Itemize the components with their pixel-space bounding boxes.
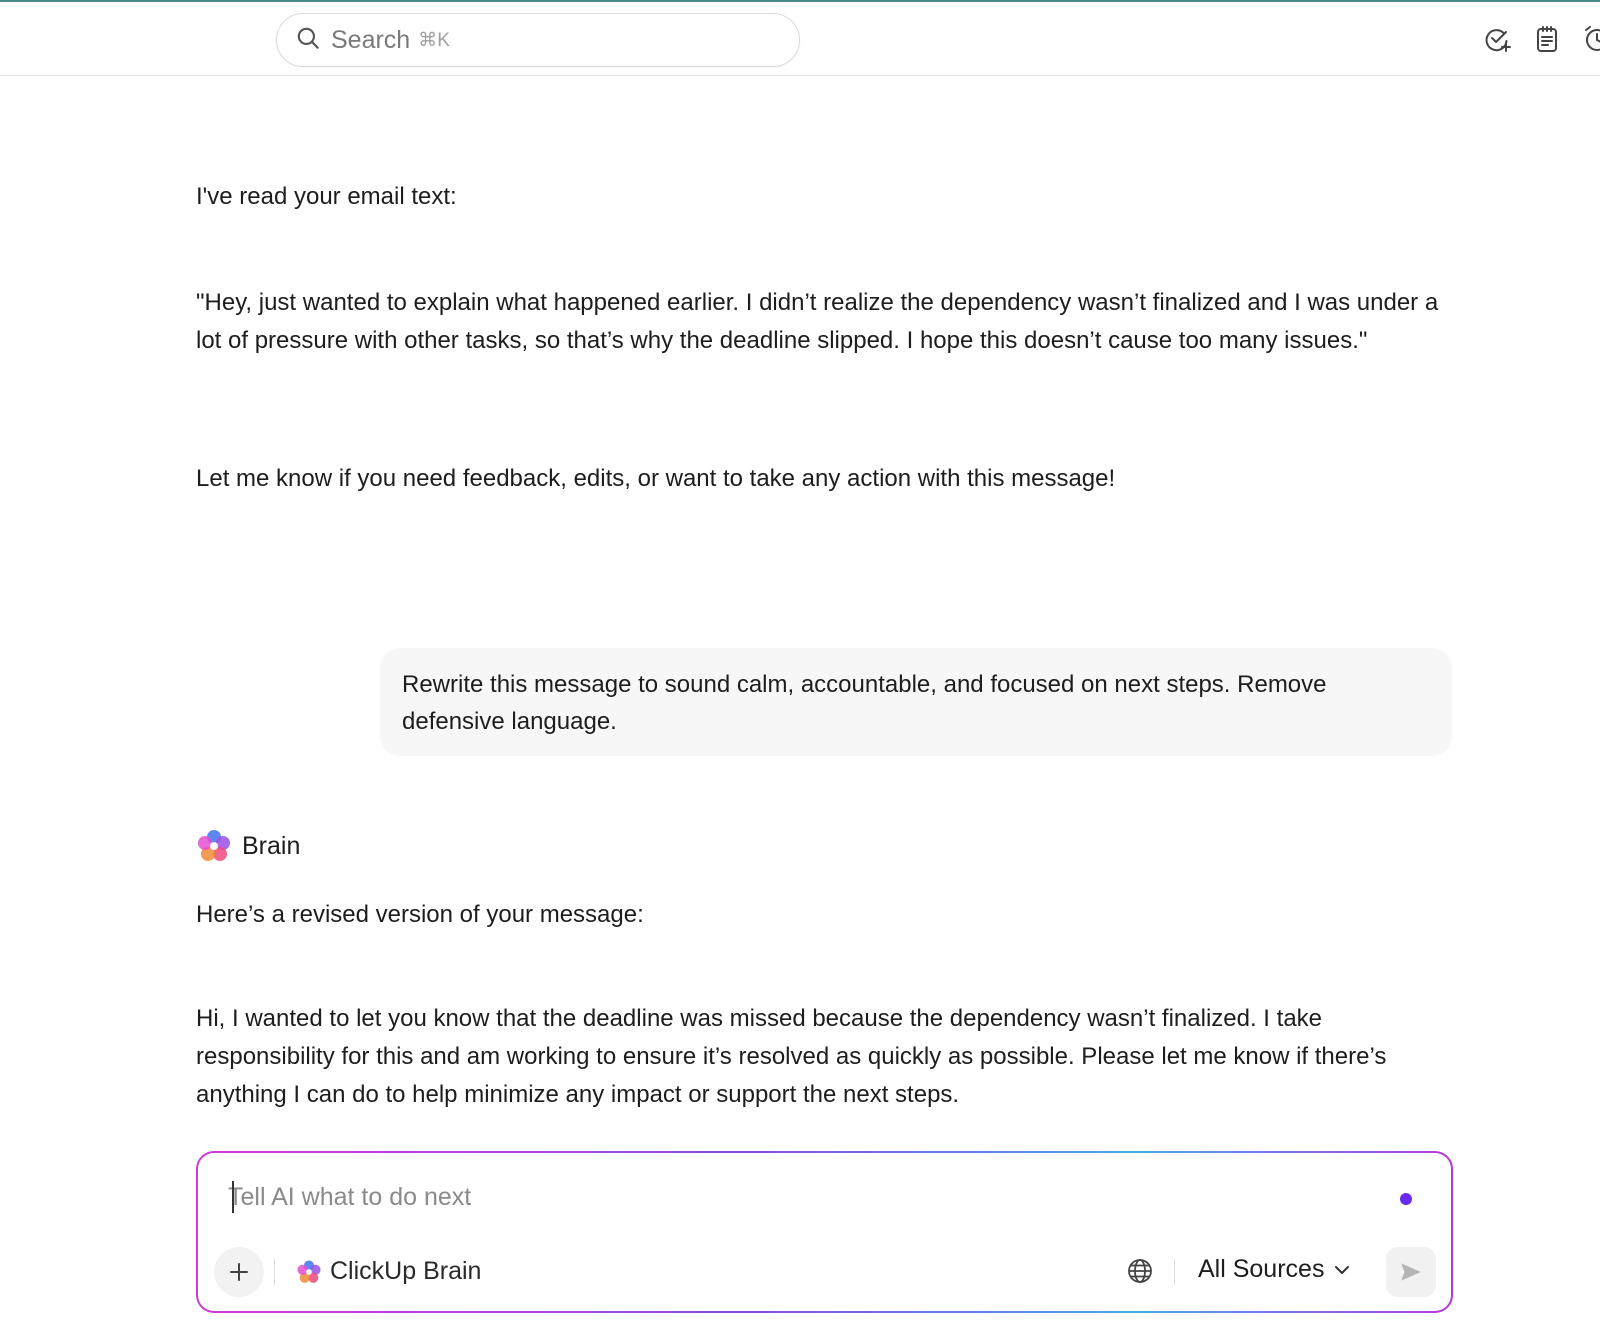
assistant-name: Brain [242,831,301,860]
brain-logo-icon [296,1259,322,1285]
globe-icon[interactable] [1126,1257,1154,1285]
top-bar [0,2,1600,76]
search-bar[interactable] [276,13,800,67]
text-caret [232,1181,234,1213]
divider [274,1259,275,1285]
ai-prompt-input[interactable] [228,1175,1328,1219]
send-icon [1398,1259,1424,1285]
model-label: ClickUp Brain [330,1257,482,1285]
assistant-intro: I've read your email text: [196,183,457,210]
task-add-icon[interactable] [1482,24,1512,54]
send-button[interactable] [1386,1247,1436,1297]
ai-composer [196,1151,1453,1313]
plus-icon [227,1260,251,1284]
search-placeholder: Search [331,25,411,54]
brain-logo-icon [196,828,232,864]
sources-label: All Sources [1198,1255,1325,1283]
reply-intro: Here’s a revised version of your message: [196,901,644,928]
sources-dropdown[interactable] [1198,1255,1352,1284]
chevron-down-icon [1332,1260,1352,1280]
status-dot [1400,1193,1412,1205]
divider [1174,1259,1175,1285]
user-message-bubble: Rewrite this message to sound calm, accountable, and focused on next steps. Remove defensive language. [380,648,1452,756]
quoted-email-text: "Hey, just wanted to explain what happened earlier. I didn’t realize the dependency wasn’t finalized and I was under a lot of pressure with other tasks, so that’s why the deadline slipped. I hope this doesn’t cause too many issues." [196,289,1439,354]
add-attachment-button[interactable] [214,1247,264,1297]
reply-body: Hi, I wanted to let you know that the deadline was missed because the dependency wasn’t finalized. I take responsibility for this and am working to ensure it’s resolved as quickly as possible. Please let me know if there’s anything I can do to help minimize any impact or support the next steps. [196,1005,1387,1108]
alarm-clock-icon[interactable] [1582,24,1600,54]
assistant-followup: Let me know if you need feedback, edits, or want to take any action with this message! [196,465,1116,492]
search-icon [295,25,321,56]
assistant-header [196,828,300,864]
search-shortcut: ⌘K [418,29,450,51]
notepad-icon[interactable] [1532,24,1562,54]
model-selector[interactable] [296,1257,481,1286]
